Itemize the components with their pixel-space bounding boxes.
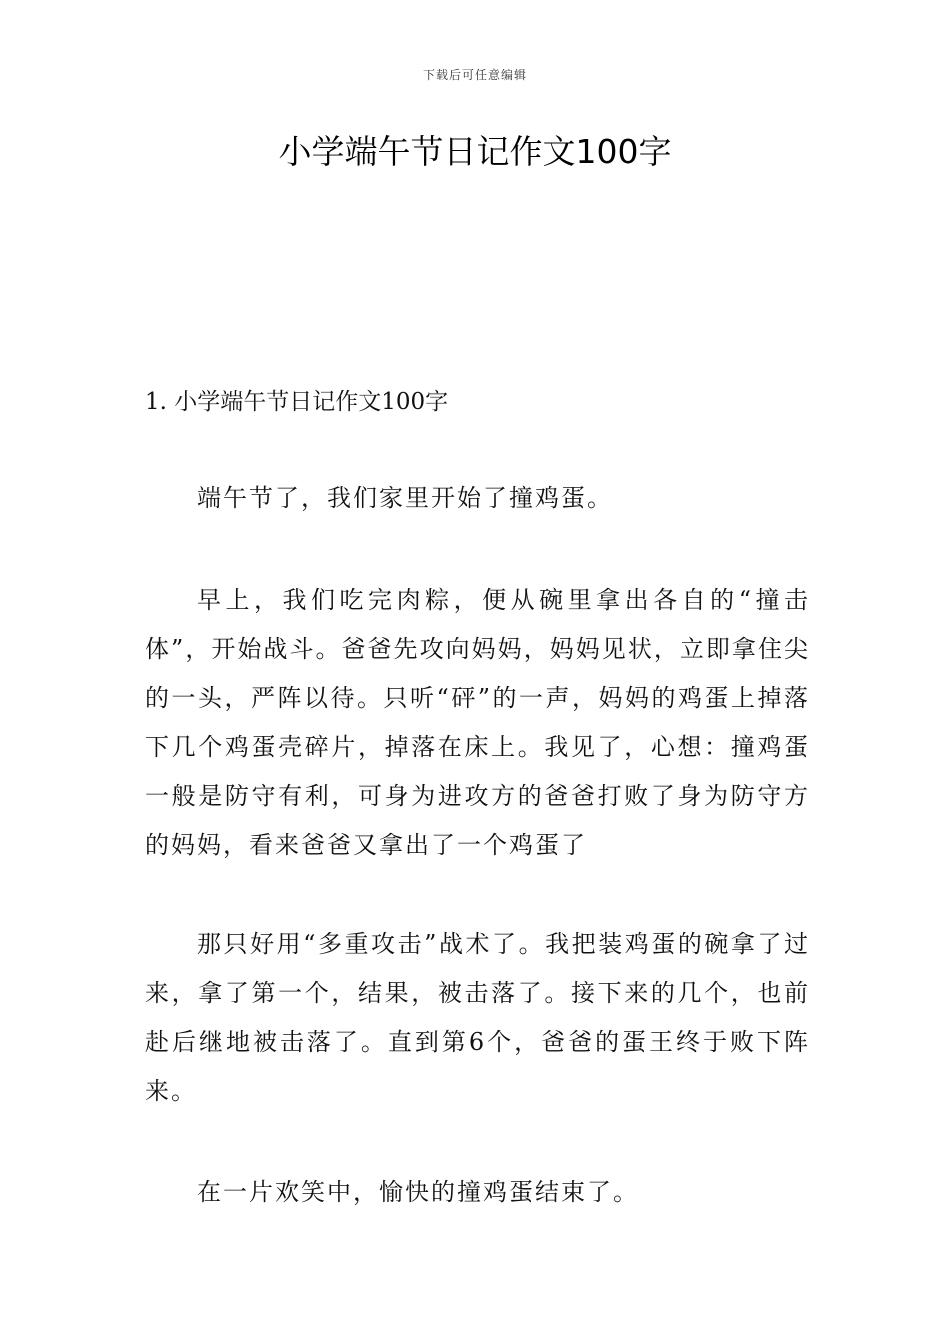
paragraph-3: 那只好用“多重攻击”战术了。我把装鸡蛋的碗拿了过来，拿了第一个，结果，被击落了。接下来的几个，也前赴后继地被击落了。直到第6个，爸爸的蛋王终于败下阵来。: [145, 930, 810, 1105]
paragraph-1: 端午节了，我们家里开始了撞鸡蛋。: [197, 484, 613, 512]
paragraph-4: 在一片欢笑中，愉快的撞鸡蛋结束了。: [197, 1178, 639, 1206]
header-note: 下载后可任意编辑: [422, 68, 527, 82]
document-title: 小学端午节日记作文100字: [278, 132, 672, 171]
paragraph-2: 早上，我们吃完肉粽，便从碗里拿出各自的“撞击体”，开始战斗。爸爸先攻向妈妈，妈妈见状，立即拿住尖的一头，严阵以待。只听“砰”的一声，妈妈的鸡蛋上掉落下几个鸡蛋壳碎片，掉落在床上。我见了，心想：撞鸡蛋一般是防守有利，可身为进攻方的爸爸打败了身为防守方的妈妈，看来爸爸又拿出了一个鸡蛋了: [145, 586, 810, 859]
section-heading: 1. 小学端午节日记作文100字: [145, 389, 449, 415]
